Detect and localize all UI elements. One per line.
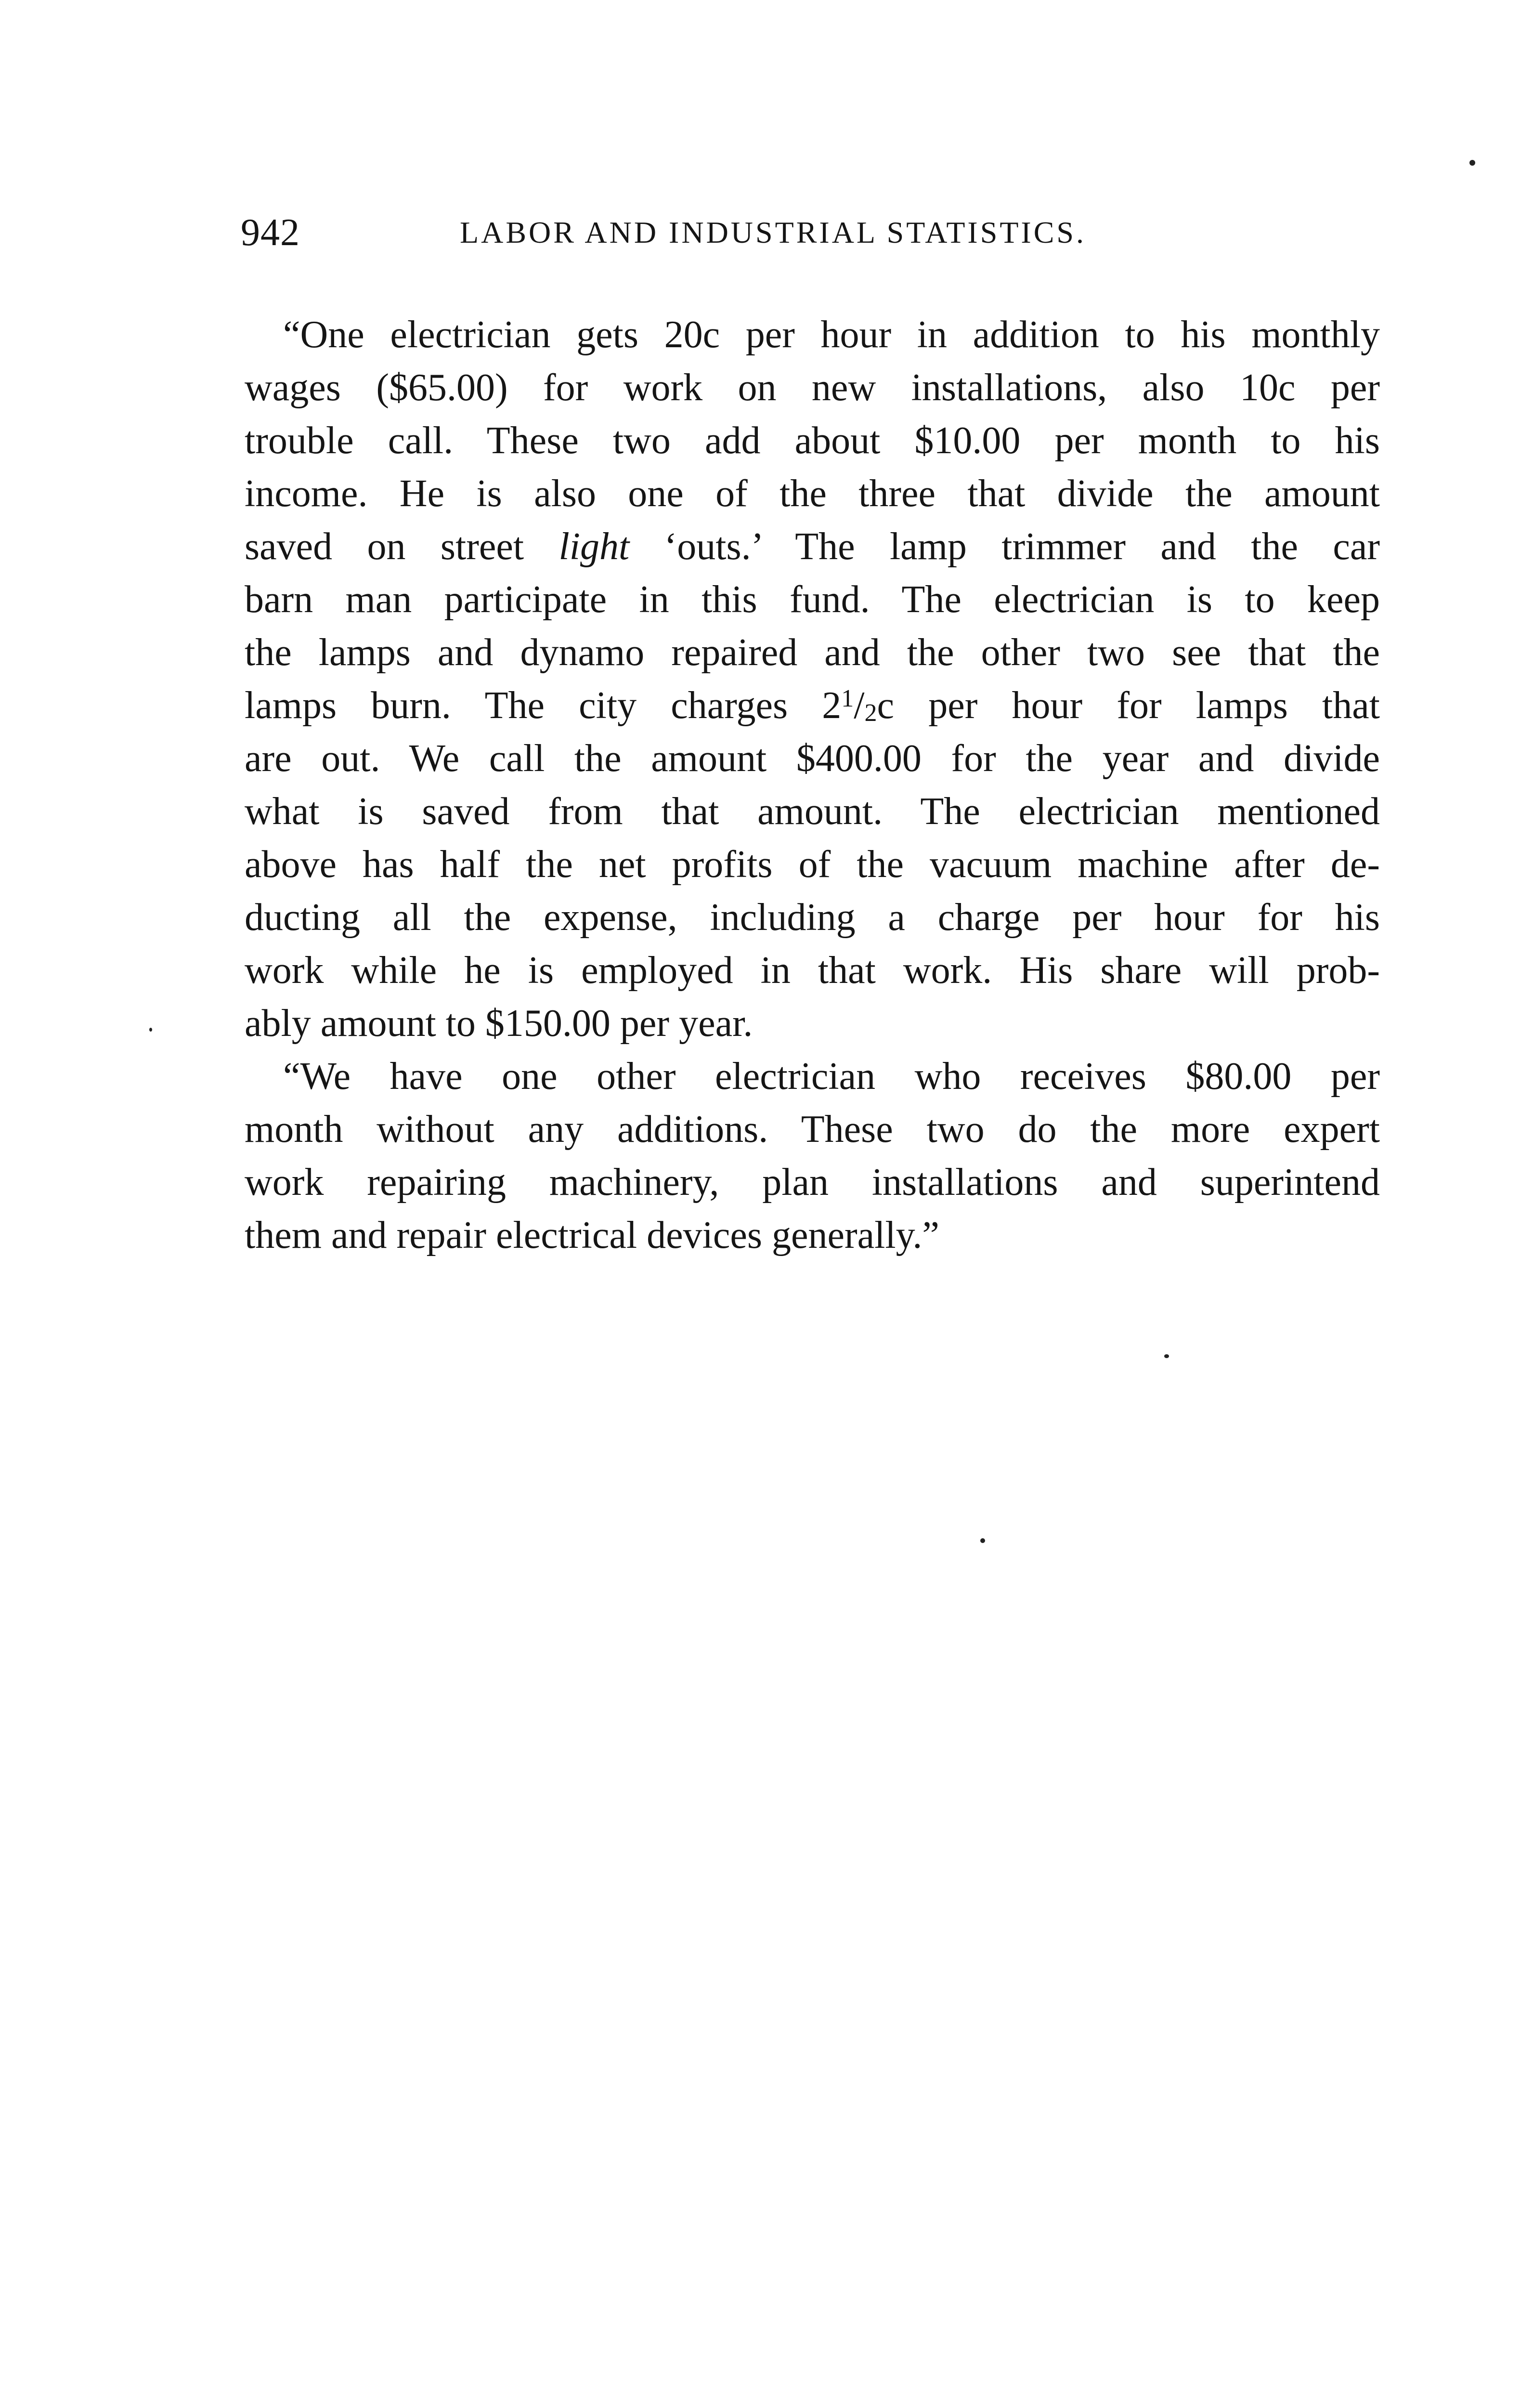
text-line: month without any additions. These two do the more expert <box>245 1108 1380 1151</box>
scan-speck <box>149 1028 152 1032</box>
text-run: c per hour for lamps that <box>877 684 1380 727</box>
text-line: what is saved from that amount. The electrician mentioned <box>245 790 1380 833</box>
text-line: are out. We call the amount $400.00 for the year and divide <box>245 737 1380 780</box>
page-number: 942 <box>241 211 300 254</box>
scan-speck <box>980 1538 985 1543</box>
fraction-denominator: 2 <box>864 699 877 727</box>
fraction-slash: / <box>854 684 865 727</box>
text-line: them and repair electrical devices generally.” <box>245 1214 939 1256</box>
text-line: the lamps and dynamo repaired and the other two see that the <box>245 631 1380 674</box>
text-line: “One electrician gets 20c per hour in addition to his monthly <box>283 314 1380 356</box>
text-line: trouble call. These two add about $10.00 per month to his <box>245 419 1380 462</box>
text-line: income. He is also one of the three that divide the amount <box>245 472 1380 515</box>
body-text <box>245 308 1380 1262</box>
text-line: “We have one other electrician who receives $80.00 per <box>283 1055 1380 1098</box>
text-line: ducting all the expense, including a charge per hour for his <box>245 896 1380 939</box>
text-line <box>245 520 1380 573</box>
scan-speck <box>1469 160 1475 166</box>
text-line: work repairing machinery, plan installations and superintend <box>245 1161 1380 1204</box>
text-line <box>245 679 1380 732</box>
text-run: ‘outs.’ The lamp trimmer and the car <box>629 525 1380 568</box>
page-header <box>241 206 1377 259</box>
text-run: saved on street <box>245 525 559 568</box>
text-line: work while he is employed in that work. His share will prob- <box>245 949 1380 992</box>
text-line: wages ($65.00) for work on new installations, also 10c per <box>245 366 1380 409</box>
text-line: ably amount to $150.00 per year. <box>245 1002 753 1045</box>
scan-speck <box>1164 1354 1169 1358</box>
italic-word: light <box>559 525 630 568</box>
text-line: above has half the net profits of the vacuum machine after de- <box>245 843 1380 886</box>
running-head: LABOR AND INDUSTRIAL STATISTICS. <box>460 215 1086 249</box>
fraction-numerator: 1 <box>841 685 854 712</box>
text-line: barn man participate in this fund. The electrician is to keep <box>245 578 1380 621</box>
text-run: lamps burn. The city charges 2 <box>245 684 842 727</box>
